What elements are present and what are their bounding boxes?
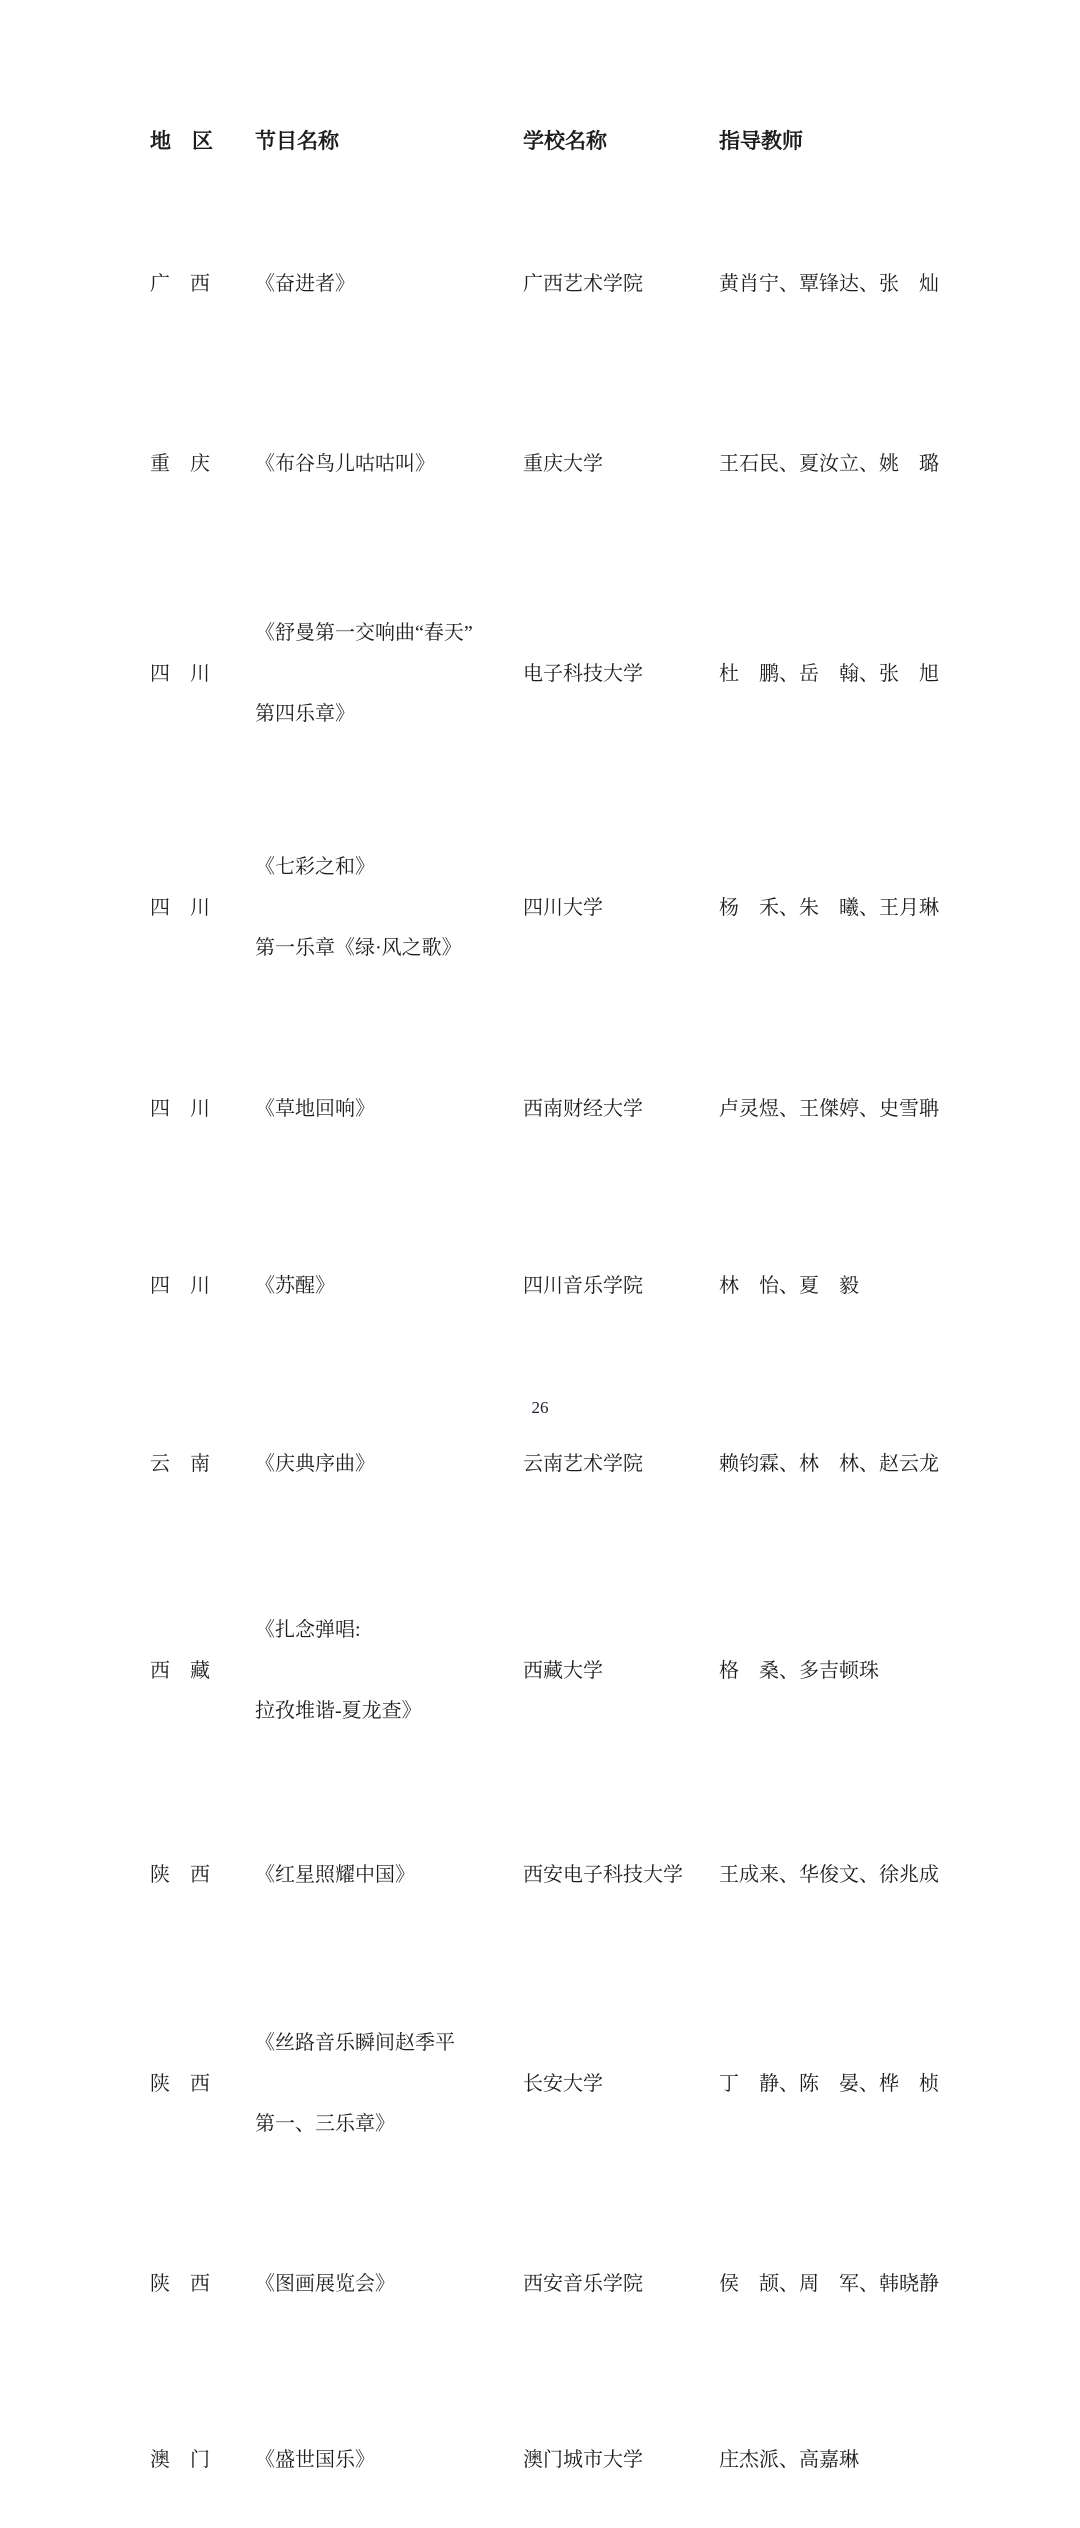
teachers-cell: 侯 颉、周 军、韩晓静 bbox=[719, 2273, 939, 2295]
table-row bbox=[150, 1976, 955, 2192]
school-cell: 重庆大学 bbox=[523, 453, 603, 475]
teachers-cell: 卢灵煜、王傑婷、史雪聃 bbox=[719, 1098, 939, 1120]
program-line: 《奋进者》 bbox=[255, 273, 355, 295]
region-cell: 陕 西 bbox=[150, 2273, 210, 2295]
program-cell bbox=[255, 2393, 523, 2528]
teachers-cell: 林 怡、夏 毅 bbox=[719, 1275, 859, 1297]
school-cell: 云南艺术学院 bbox=[523, 1453, 643, 1475]
table-row bbox=[150, 2393, 955, 2528]
program-cell bbox=[255, 566, 523, 782]
table-row bbox=[150, 1219, 955, 1354]
teachers-cell: 赖钧霖、林 林、赵云龙 bbox=[719, 1453, 939, 1475]
program-line: 第一乐章《绿·风之歌》 bbox=[255, 937, 462, 959]
teachers-cell: 杨 禾、朱 曦、王月琳 bbox=[719, 896, 939, 919]
header-school: 学校名称 bbox=[523, 130, 607, 153]
program-cell bbox=[255, 1219, 523, 1354]
school-cell: 四川音乐学院 bbox=[523, 1275, 643, 1297]
program-cell bbox=[255, 2217, 523, 2352]
school-cell: 西南财经大学 bbox=[523, 1098, 643, 1120]
table-body bbox=[150, 217, 955, 2528]
school-cell: 长安大学 bbox=[523, 2072, 603, 2095]
school-cell: 电子科技大学 bbox=[523, 662, 643, 685]
program-line: 《布谷鸟儿咕咕叫》 bbox=[255, 453, 435, 475]
teachers-cell: 王成来、华俊文、徐兆成 bbox=[719, 1864, 939, 1886]
teachers-cell: 丁 静、陈 晏、桦 桢 bbox=[719, 2072, 939, 2095]
region-cell: 澳 门 bbox=[150, 2449, 210, 2471]
page-number: 26 bbox=[531, 1398, 549, 1417]
school-cell: 西藏大学 bbox=[523, 1659, 603, 1682]
program-line: 《苏醒》 bbox=[255, 1275, 335, 1297]
program-line: 《草地回响》 bbox=[255, 1098, 375, 1120]
header-program: 节目名称 bbox=[255, 130, 339, 153]
teachers-cell: 庄杰派、高嘉琳 bbox=[719, 2449, 859, 2471]
teachers-cell: 王石民、夏汝立、姚 璐 bbox=[719, 453, 939, 475]
program-cell bbox=[255, 1976, 523, 2192]
program-cell bbox=[255, 1042, 523, 1177]
region-cell: 四 川 bbox=[150, 1275, 210, 1297]
region-cell: 四 川 bbox=[150, 896, 210, 919]
table-row bbox=[150, 1042, 955, 1177]
region-cell: 云 南 bbox=[150, 1453, 210, 1475]
region-cell: 陕 西 bbox=[150, 1864, 210, 1886]
program-line: 拉孜堆谐-夏龙查》 bbox=[255, 1700, 422, 1722]
table-header-row bbox=[150, 128, 955, 155]
program-line: 第四乐章》 bbox=[255, 703, 355, 725]
table-row bbox=[150, 397, 955, 532]
region-cell: 西 藏 bbox=[150, 1659, 210, 1682]
program-cell bbox=[255, 217, 523, 352]
table-row bbox=[150, 566, 955, 782]
program-cell bbox=[255, 800, 523, 1016]
program-line: 《盛世国乐》 bbox=[255, 2449, 375, 2471]
header-region: 地 区 bbox=[150, 130, 213, 153]
header-teachers: 指导教师 bbox=[719, 130, 803, 153]
program-line: 《扎念弹唱: bbox=[255, 1619, 361, 1641]
program-line: 《庆典序曲》 bbox=[255, 1453, 375, 1475]
school-cell: 广西艺术学院 bbox=[523, 273, 643, 295]
school-cell: 四川大学 bbox=[523, 896, 603, 919]
table-row bbox=[150, 1808, 955, 1943]
region-cell: 四 川 bbox=[150, 1098, 210, 1120]
program-line: 《图画展览会》 bbox=[255, 2273, 395, 2295]
table-row bbox=[150, 2217, 955, 2352]
program-line: 《七彩之和》 bbox=[255, 856, 375, 878]
region-cell: 陕 西 bbox=[150, 2072, 210, 2095]
teachers-cell: 杜 鹏、岳 翰、张 旭 bbox=[719, 662, 939, 685]
table-row bbox=[150, 1563, 955, 1779]
program-cell bbox=[255, 1808, 523, 1943]
school-cell: 澳门城市大学 bbox=[523, 2449, 643, 2471]
program-line: 《舒曼第一交响曲“春天” bbox=[255, 622, 473, 644]
region-cell: 广 西 bbox=[150, 273, 210, 295]
school-cell: 西安音乐学院 bbox=[523, 2273, 643, 2295]
region-cell: 四 川 bbox=[150, 662, 210, 685]
school-cell: 西安电子科技大学 bbox=[523, 1864, 683, 1886]
table-row bbox=[150, 217, 955, 352]
program-cell bbox=[255, 1563, 523, 1779]
teachers-cell: 黄肖宁、覃锋达、张 灿 bbox=[719, 273, 939, 295]
program-cell bbox=[255, 397, 523, 532]
program-line: 《丝路音乐瞬间赵季平 bbox=[255, 2032, 455, 2054]
program-line: 第一、三乐章》 bbox=[255, 2113, 395, 2135]
table-row bbox=[150, 800, 955, 1016]
teachers-cell: 格 桑、多吉顿珠 bbox=[719, 1659, 879, 1682]
program-line: 《红星照耀中国》 bbox=[255, 1864, 415, 1886]
region-cell: 重 庆 bbox=[150, 453, 210, 475]
